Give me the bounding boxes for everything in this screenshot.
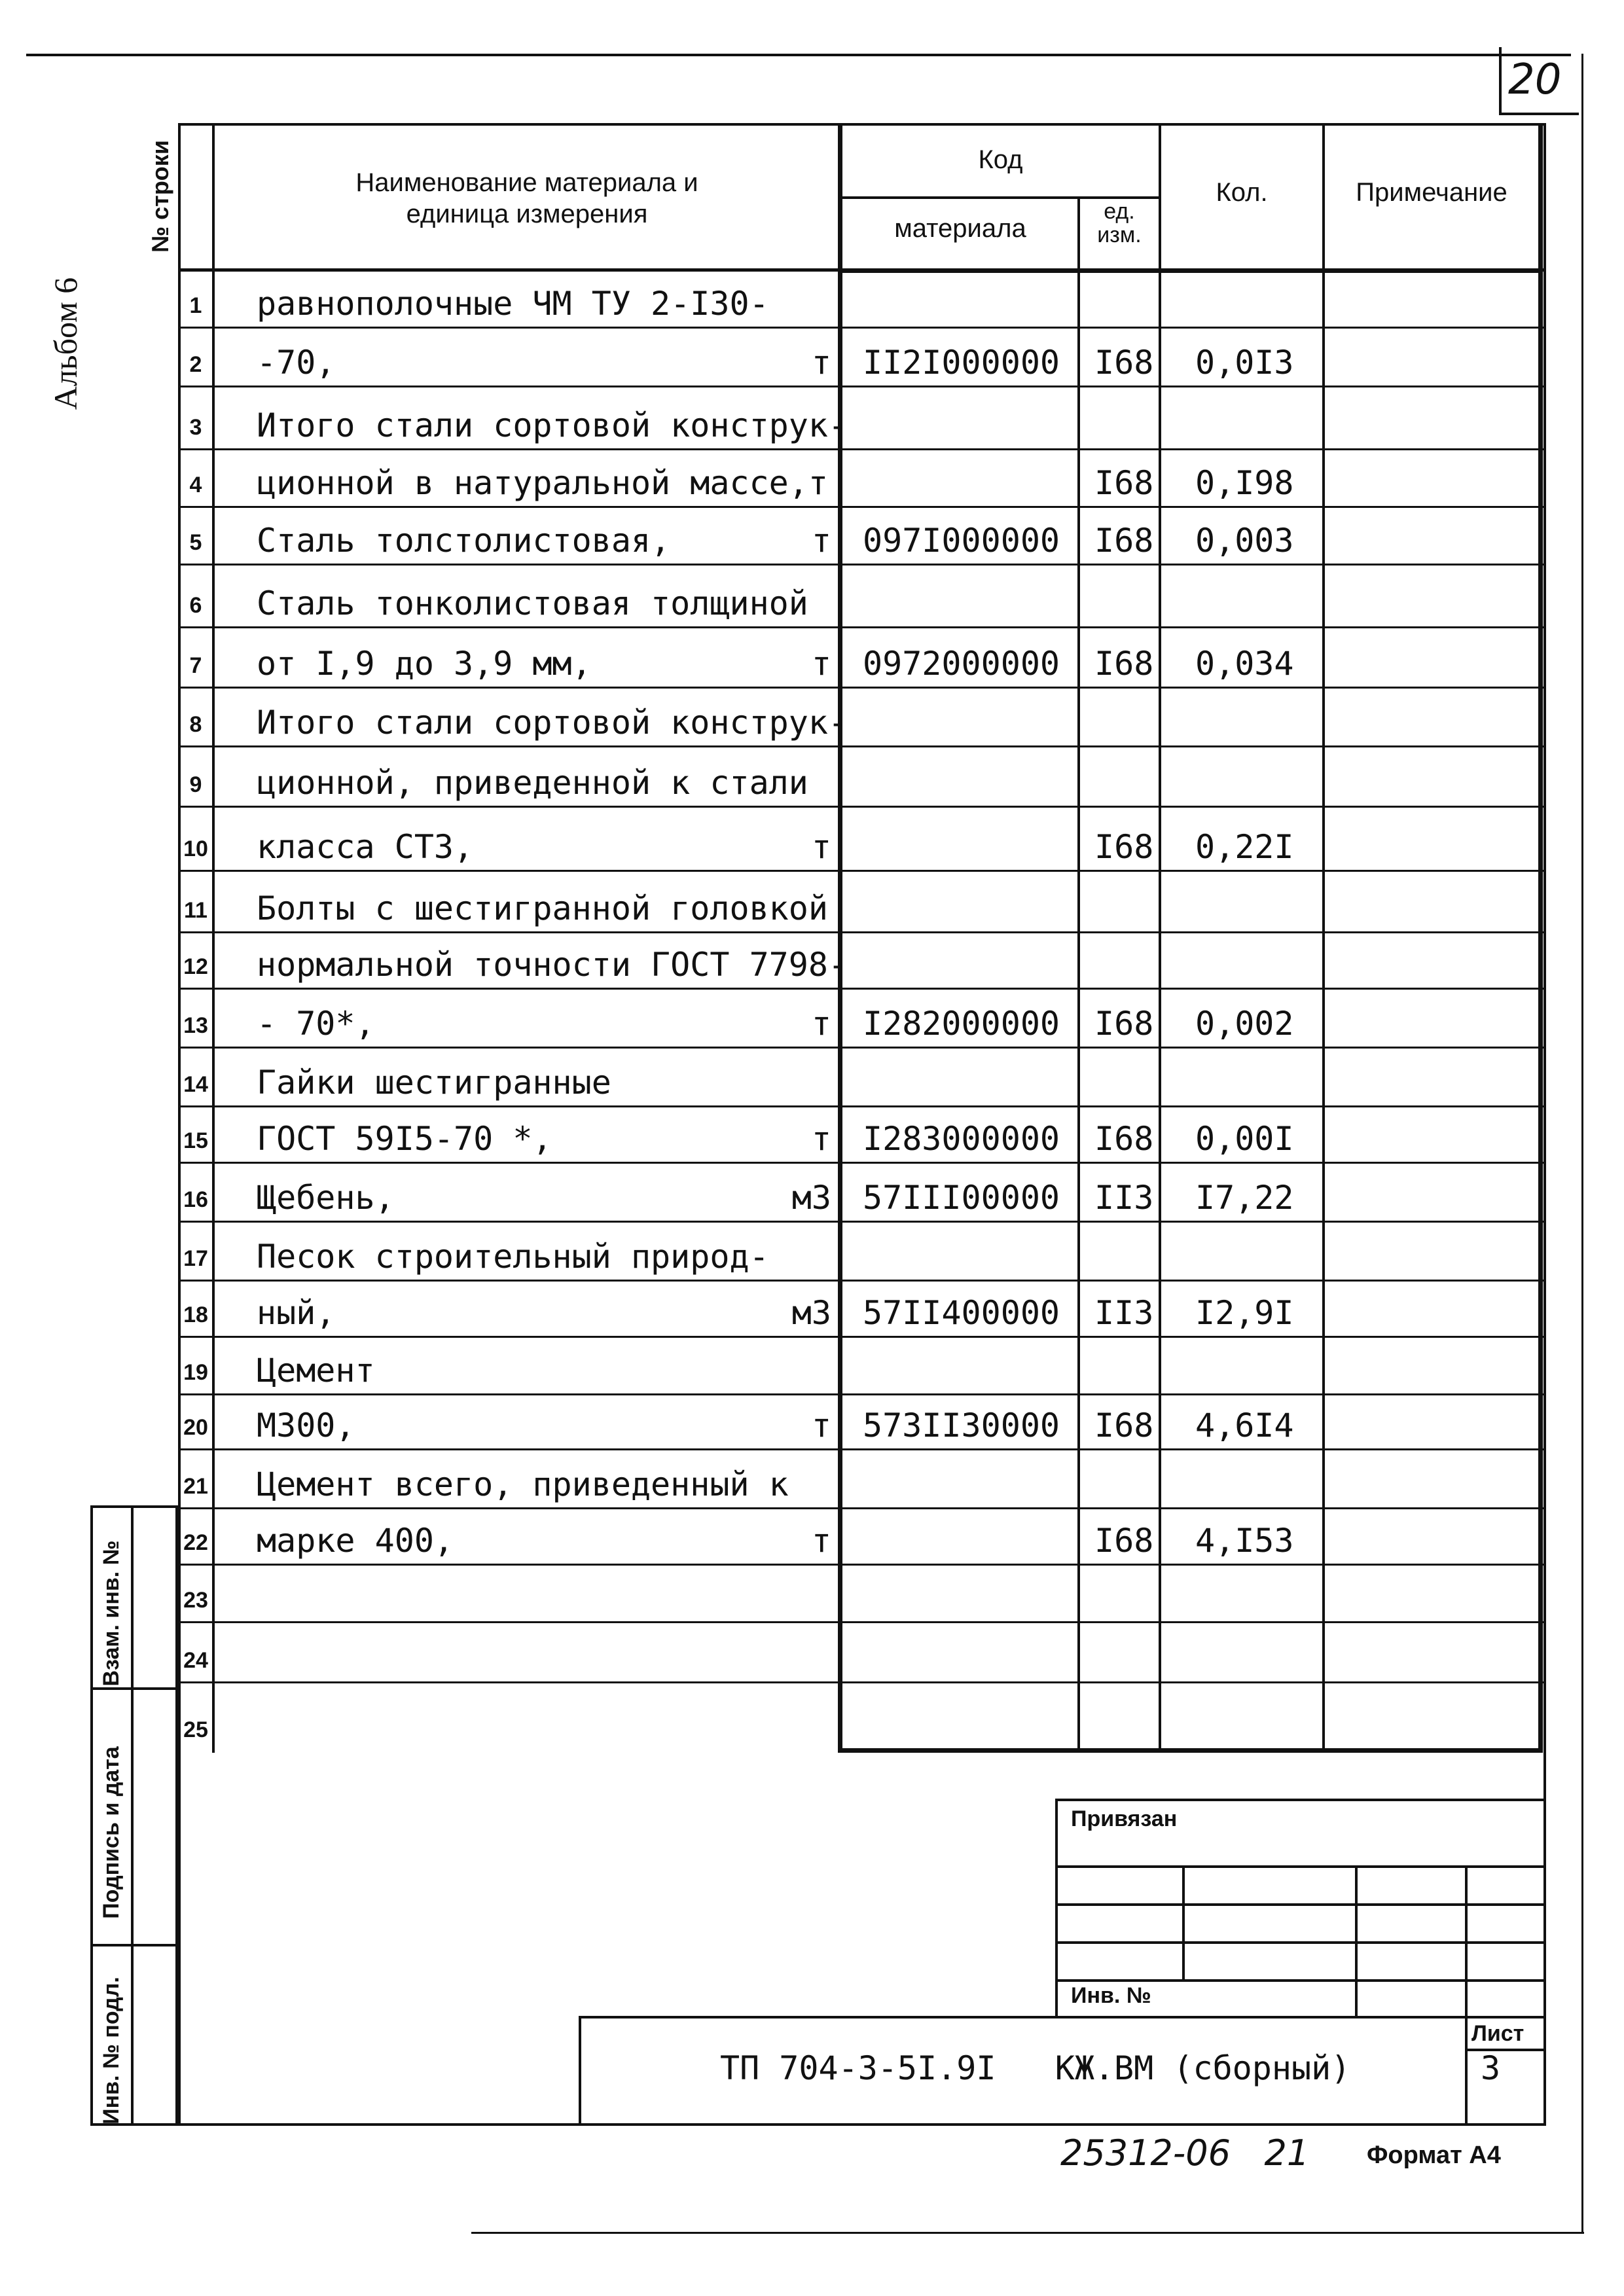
material-name: Цемент — [257, 1352, 375, 1390]
unit-label: т — [811, 828, 831, 866]
material-code: 573II30000 — [863, 1407, 1060, 1444]
material-code: 097I000000 — [863, 522, 1060, 560]
stamp-line-3 — [1055, 1941, 1546, 1944]
quantity: 0,0I3 — [1195, 344, 1294, 382]
material-name: ционной в натуральной массе,т — [257, 464, 828, 502]
row-number: 25 — [183, 1717, 208, 1742]
quantity: 0,22I — [1195, 828, 1294, 866]
stamp-vline-2 — [1355, 1865, 1358, 2016]
stamp-sheet-no: 3 — [1481, 2049, 1501, 2087]
footer-archive-no: 25312-06 21 — [1060, 2132, 1310, 2174]
header-row-no: № строки — [147, 140, 173, 253]
page-number: 20 — [1508, 56, 1562, 104]
side-inv-orig: Инв. № подл. — [99, 1977, 124, 2125]
quantity: 4,6I4 — [1195, 1407, 1294, 1444]
material-code: I283000000 — [863, 1120, 1060, 1158]
unit-label: м3 — [791, 1294, 831, 1332]
row-separator — [178, 564, 1546, 565]
material-code: 57III00000 — [863, 1179, 1060, 1217]
material-name: Цемент всего, приведенный к — [257, 1465, 789, 1503]
row-number: 9 — [189, 772, 202, 797]
album-label: Альбом 6 — [47, 277, 84, 410]
header-note: Примечание — [1356, 178, 1507, 207]
row-separator — [178, 988, 1546, 990]
material-name: класса СТ3, — [257, 828, 474, 866]
row-number: 24 — [183, 1648, 208, 1673]
unit-code: I68 — [1094, 828, 1154, 866]
material-name: Болты с шестигранной головкой — [257, 889, 828, 927]
sheet-label-line — [1465, 2049, 1546, 2051]
material-name: Песок строительный природ- — [257, 1238, 769, 1276]
side-replace-inv: Взам. инв. № — [99, 1540, 124, 1687]
unit-code: II3 — [1094, 1294, 1154, 1332]
row-separator — [178, 1448, 1546, 1450]
unit-code: I68 — [1094, 1120, 1154, 1158]
quantity: I7,22 — [1195, 1179, 1294, 1217]
unit-label: т — [811, 344, 831, 382]
quantity: 0,002 — [1195, 1005, 1294, 1043]
material-name: -70, — [257, 344, 336, 382]
material-name: ционной, приведенной к стали — [257, 764, 808, 802]
header-unit: ед. изм. — [1097, 199, 1142, 247]
material-code: I282000000 — [863, 1005, 1060, 1043]
row-separator — [178, 687, 1546, 689]
row-number: 22 — [183, 1530, 208, 1555]
row-separator — [178, 1221, 1546, 1223]
row-separator — [178, 1564, 1546, 1566]
row-separator — [178, 745, 1546, 747]
side-sign-date: Подпись и дата — [99, 1746, 124, 1919]
row-number: 2 — [189, 352, 202, 377]
material-name: ный, — [257, 1294, 336, 1332]
material-name: Сталь тонколистовая толщиной — [257, 584, 808, 622]
quantity: 0,003 — [1195, 522, 1294, 560]
unit-code: II3 — [1094, 1179, 1154, 1217]
row-separator — [178, 870, 1546, 872]
footer-format: Формат А4 — [1367, 2142, 1501, 2169]
row-separator — [178, 506, 1546, 508]
row-number: 12 — [183, 954, 208, 979]
row-number: 17 — [183, 1246, 208, 1271]
row-separator — [178, 1105, 1546, 1107]
row-separator — [178, 1681, 1546, 1683]
quantity: 0,00I — [1195, 1120, 1294, 1158]
material-name: от I,9 до 3,9 мм, — [257, 645, 592, 683]
row-number: 5 — [189, 530, 202, 555]
top-border — [26, 54, 1571, 56]
quantity: 0,I98 — [1195, 464, 1294, 502]
row-number: 3 — [189, 415, 202, 440]
row-number: 8 — [189, 712, 202, 737]
material-name: Итого стали сортовой конструк- — [257, 704, 848, 742]
unit-code: I68 — [1094, 522, 1154, 560]
row-separator — [178, 386, 1546, 387]
stamp-doc-code: ТП 704-3-5I.9I КЖ.ВМ (сборный) — [720, 2049, 1351, 2087]
unit-label: т — [811, 1120, 831, 1158]
header-material: материала — [894, 214, 1026, 243]
row-separator — [178, 1393, 1546, 1395]
stamp-line-1 — [1055, 1865, 1546, 1868]
material-name: Итого стали сортовой конструк- — [257, 406, 848, 444]
unit-code: I68 — [1094, 464, 1154, 502]
stamp-line-2 — [1055, 1903, 1546, 1906]
row-separator — [178, 448, 1546, 450]
header-qty: Кол. — [1216, 178, 1268, 207]
row-number: 13 — [183, 1013, 208, 1038]
material-name: Сталь толстолистовая, — [257, 522, 671, 560]
quantity: 0,034 — [1195, 645, 1294, 683]
unit-label: т — [811, 1005, 831, 1043]
material-name: Гайки шестигранные — [257, 1064, 611, 1102]
material-name: равнополочные ЧМ ТУ 2-I30- — [257, 285, 769, 323]
material-name: - 70*, — [257, 1005, 375, 1043]
row-separator — [178, 1280, 1546, 1282]
unit-label: т — [811, 1407, 831, 1444]
row-separator — [178, 1336, 1546, 1338]
unit-code: I68 — [1094, 645, 1154, 683]
stamp-sheet-label: Лист — [1471, 2021, 1525, 2046]
page-number-box — [1499, 47, 1579, 115]
main-frame-right-extra — [1543, 123, 1546, 1746]
row-number: 19 — [183, 1360, 208, 1385]
header-name: Наименование материала и единица измерения — [355, 168, 698, 228]
stamp-inv-label: Инв. № — [1071, 1983, 1151, 2008]
row-number: 10 — [183, 836, 208, 861]
row-number: 20 — [183, 1415, 208, 1440]
row-separator — [178, 327, 1546, 329]
unit-code: I68 — [1094, 344, 1154, 382]
unit-code: I68 — [1094, 1407, 1154, 1444]
material-name: М300, — [257, 1407, 355, 1444]
row-number: 1 — [189, 293, 202, 318]
unit-label: м3 — [791, 1179, 831, 1217]
unit-code: I68 — [1094, 1522, 1154, 1560]
right-edge — [1581, 54, 1583, 2233]
unit-code: I68 — [1094, 1005, 1154, 1043]
stamp-bound-label: Привязан — [1071, 1806, 1178, 1831]
row-separator — [178, 1621, 1546, 1623]
row-number: 16 — [183, 1187, 208, 1212]
row-number: 6 — [189, 593, 202, 618]
row-separator — [178, 931, 1546, 933]
row-number: 7 — [189, 653, 202, 678]
quantity: 4,I53 — [1195, 1522, 1294, 1560]
row-number: 11 — [184, 898, 208, 923]
side-stamp-divider — [131, 1505, 134, 2126]
unit-label: т — [811, 645, 831, 683]
row-separator — [178, 626, 1546, 628]
row-number: 23 — [183, 1588, 208, 1613]
row-separator — [178, 1162, 1546, 1164]
material-name: марке 400, — [257, 1522, 454, 1560]
stamp-vline-1 — [1182, 1865, 1185, 1979]
row-number: 4 — [189, 473, 202, 497]
header-code: Код — [978, 145, 1023, 174]
row-number: 15 — [183, 1128, 208, 1153]
material-code: II2I000000 — [863, 344, 1060, 382]
row-number: 18 — [183, 1302, 208, 1327]
material-name: Щебень, — [257, 1179, 395, 1217]
quantity: I2,9I — [1195, 1294, 1294, 1332]
material-name: нормальной точности ГОСТ 7798- — [257, 946, 848, 984]
row-number: 21 — [183, 1474, 208, 1499]
material-code: 0972000000 — [863, 645, 1060, 683]
stamp-line-4 — [1055, 1979, 1546, 1982]
unit-label: т — [811, 522, 831, 560]
material-code: 57II400000 — [863, 1294, 1060, 1332]
material-name: ГОСТ 59I5-70 *, — [257, 1120, 552, 1158]
row-separator — [178, 806, 1546, 808]
unit-label: т — [811, 1522, 831, 1560]
row-separator — [178, 1047, 1546, 1049]
row-separator — [178, 1507, 1546, 1509]
row-number: 14 — [183, 1072, 208, 1097]
bottom-edge — [471, 2232, 1584, 2234]
